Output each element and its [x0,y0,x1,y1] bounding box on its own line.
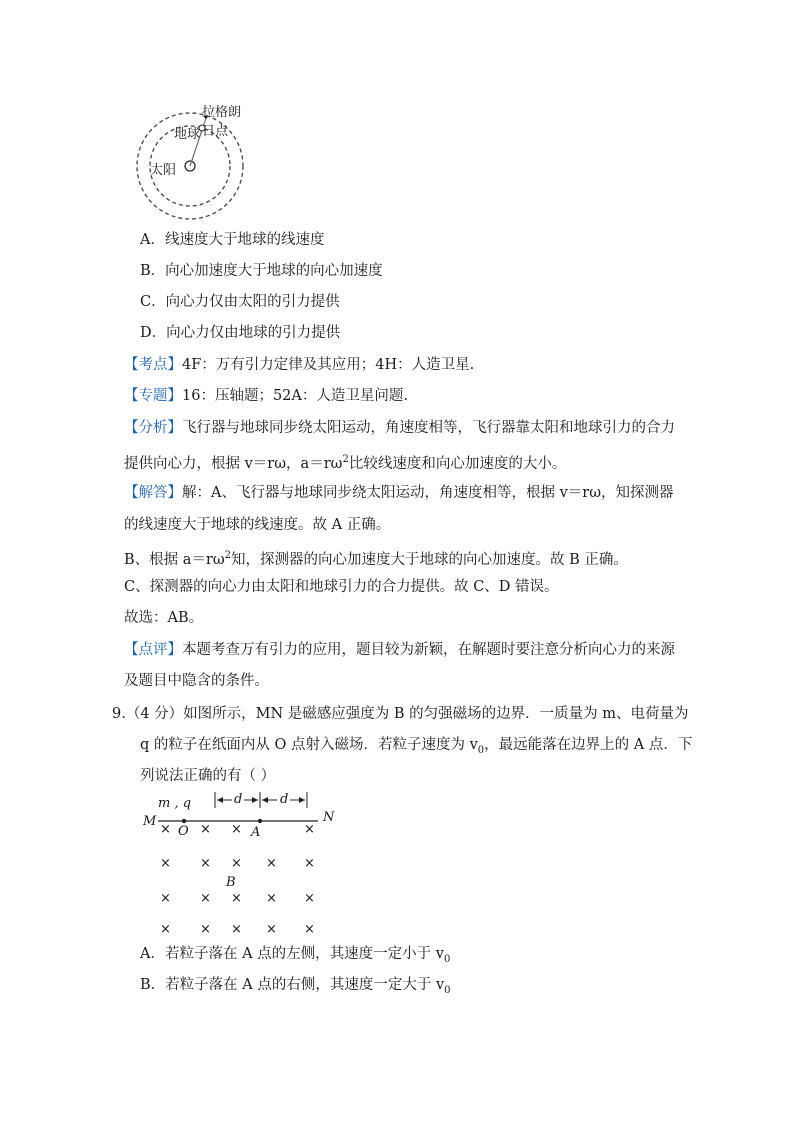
field-cross: × [160,922,171,937]
a-label: A [251,825,261,840]
jieda-line1 [124,483,674,503]
field-cross: × [266,856,277,871]
zhuanti-text: 16：压轴题；52A：人造卫星问题. [182,388,408,404]
field-cross: × [266,922,277,937]
field-cross: × [304,891,315,906]
earth-label: 地球 [174,127,201,142]
zhuanti-line [124,386,408,406]
dianping-line2: 及题目中隐含的条件。 [124,673,269,689]
kaodian-text: 4F：万有引力定律及其应用；4H：人造卫星. [182,357,475,373]
fenxi-text2b: 比较线速度和向心加速度的大小。 [348,455,567,472]
kaodian-line [124,355,474,375]
field-cross: × [231,822,242,837]
o-label: O [178,824,189,839]
b-label: B [226,875,236,890]
jieda-text1: 解：A、飞行器与地球同步绕太阳运动，角速度相等，根据 v＝rω，知探测器 [182,485,674,501]
field-cross: × [304,922,315,937]
field-cross: × [200,856,211,871]
m-label: M [143,814,157,829]
field-cross: × [200,822,211,837]
q9-stem-line3: 列说法正确的有（ ） [140,768,276,784]
field-cross: × [266,891,277,906]
q8-option-d: D．向心力仅由地球的引力提供 [140,325,341,341]
fenxi-text1: 飞行器与地球同步绕太阳运动，角速度相等，飞行器靠太阳和地球引力的合力 [182,420,675,436]
q9-sub: 0 [477,744,485,756]
jieda-text3a: B、根据 a＝rω [124,551,225,568]
magnetic-field-figure [140,790,340,940]
field-cross: × [231,922,242,937]
jieda-text3b: 知，探测器的向心加速度大于地球的向心加速度。故 B 正确。 [231,551,628,568]
jieda-line4: C、探测器的向心力由太阳和地球引力的合力提供。故 C、D 错误。 [124,579,559,595]
q9-text2a: q 的粒子在纸面内从 O 点射入磁场．若粒子速度为 v [140,737,478,753]
q8-option-c: C．向心力仅由太阳的引力提供 [140,294,340,310]
q9-option-a-sub: 0 [443,953,451,965]
fenxi-line2 [124,450,566,474]
fenxi-sup: 2 [342,454,349,465]
dianping-text1: 本题考查万有引力的应用，题目较为新颖，在解题时要注意分析向心力的来源 [182,642,675,658]
q9-option-b-text: B．若粒子落在 A 点的右侧，其速度一定大于 v [140,977,445,993]
fenxi-text2a: 提供向心力，根据 v＝rω，a＝rω [124,455,343,472]
field-cross: × [231,891,242,906]
field-cross: × [304,822,315,837]
field-cross: × [160,822,171,837]
q9-option-a [140,944,450,970]
d1-label: d [234,792,243,807]
q9-option-b [140,975,451,1001]
dianping-tag: 【点评】 [124,642,182,658]
dianping-line1 [124,640,675,660]
jieda-sup: 2 [224,550,232,561]
lagrange-label: 拉格朗日点 [202,105,242,139]
mq-label: m , q [158,796,192,811]
jieda-line5: 故选：AB。 [124,610,204,626]
sun-label: 太阳 [150,163,177,178]
field-cross: × [200,922,211,937]
field-cross: × [200,891,211,906]
jieda-tag: 【解答】 [124,485,182,501]
q9-stem-line1: 9.（4 分）如图所示，MN 是磁感应强度为 B 的匀强磁场的边界．一质量为 m、电荷量为 [112,706,689,722]
fenxi-tag: 【分析】 [124,420,182,436]
d2-label: d [280,792,289,807]
n-label: N [323,810,335,825]
point-o [182,819,186,823]
orbit-figure [130,98,250,223]
point-a [258,819,262,823]
q9-stem-line2 [140,735,692,761]
kaodian-tag: 【考点】 [124,357,182,373]
jieda-line3 [124,546,628,570]
field-cross: × [160,891,171,906]
fenxi-line1 [124,418,675,438]
q9-option-a-text: A．若粒子落在 A 点的左侧，其速度一定小于 v [140,946,444,962]
field-cross: × [231,856,242,871]
field-cross: × [304,856,315,871]
q9-option-b-sub: 0 [444,984,451,996]
q9-text2b: ，最远能落在边界上的 A 点．下 [484,737,693,753]
q8-option-b: B．向心加速度大于地球的向心加速度 [140,263,383,279]
zhuanti-tag: 【专题】 [124,388,182,404]
jieda-line2: 的线速度大于地球的线速度。故 A 正确。 [124,517,391,533]
field-cross: × [160,856,171,871]
q8-option-a: A．线速度大于地球的线速度 [140,232,325,248]
